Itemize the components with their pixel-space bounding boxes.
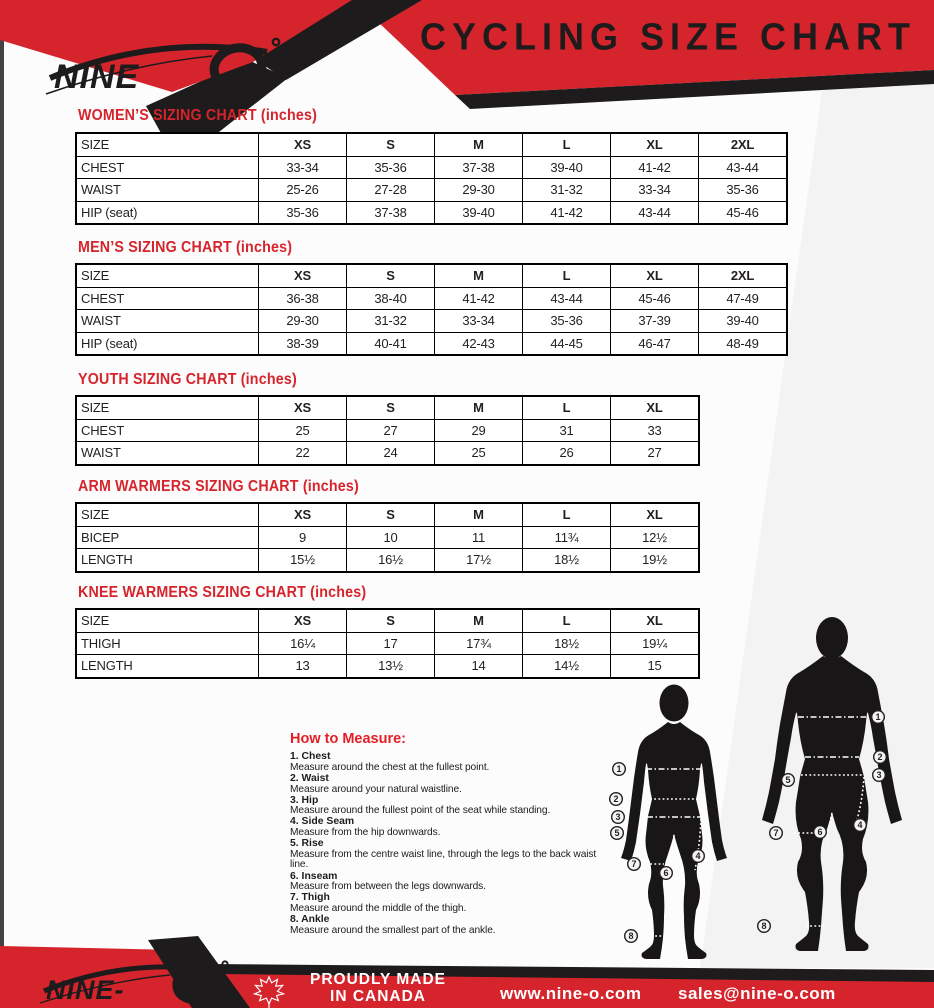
value-cell: 11¾: [523, 526, 611, 549]
value-cell: 43-44: [611, 201, 699, 224]
logo-wordmark: NINE: [54, 58, 140, 96]
size-column-cell: S: [347, 396, 435, 419]
sizing-table: [75, 132, 788, 225]
measure-callout-7: [628, 858, 641, 871]
value-cell: 16¼: [259, 632, 347, 655]
value-cell: 13½: [347, 655, 435, 678]
measure-label-cell: CHEST: [76, 287, 259, 310]
size-column-cell: XL: [611, 396, 700, 419]
value-cell: 31-32: [347, 310, 435, 333]
svg-text:1: 1: [616, 764, 622, 775]
measure-callout-1: [613, 763, 626, 776]
size-column-cell: XS: [259, 396, 347, 419]
value-cell: 44-45: [523, 332, 611, 355]
measure-callout-3: [873, 769, 886, 782]
value-cell: 48-49: [699, 332, 788, 355]
value-cell: 33-34: [435, 310, 523, 333]
measure-label-cell: CHEST: [76, 419, 259, 442]
value-cell: 17: [347, 632, 435, 655]
value-cell: 39-40: [435, 201, 523, 224]
footer-nineo-logo: [38, 957, 238, 1007]
size-column-cell: XS: [259, 609, 347, 632]
measure-step: [290, 893, 600, 914]
size-header-cell: SIZE: [76, 609, 259, 632]
size-column-cell: M: [435, 264, 523, 287]
size-column-cell: XS: [259, 503, 347, 526]
measure-step-name: 4. Side Seam: [290, 816, 355, 828]
svg-text:5: 5: [785, 775, 791, 786]
measure-step-name: 8. Ankle: [290, 914, 330, 926]
sizing-table: [75, 608, 700, 679]
value-cell: 29: [435, 419, 523, 442]
measure-label-cell: WAIST: [76, 310, 259, 333]
value-cell: 13: [259, 655, 347, 678]
footer-logo-wordmark: NINE-: [46, 975, 125, 1005]
value-cell: 25-26: [259, 179, 347, 202]
value-cell: 29-30: [435, 179, 523, 202]
mens-sizing-table: [75, 263, 788, 356]
youth-figure-head: [660, 685, 689, 722]
size-column-cell: S: [347, 264, 435, 287]
measure-label-cell: LENGTH: [76, 549, 259, 572]
knee-warmers-sizing-table: [75, 608, 700, 679]
measure-step: [290, 915, 600, 936]
measure-step-description: Measure around the fullest point of the seat while standing.: [290, 805, 551, 817]
youth-figure-illustration: [594, 682, 744, 962]
value-cell: 9: [259, 526, 347, 549]
size-column-cell: 2XL: [699, 264, 788, 287]
value-cell: 36-38: [259, 287, 347, 310]
size-column-cell: XS: [259, 133, 347, 156]
nineo-logo: [42, 30, 302, 105]
measure-callout-8: [625, 930, 638, 943]
value-cell: 41-42: [435, 287, 523, 310]
footer-logo-degree-mark: [222, 961, 227, 966]
measure-label-cell: HIP (seat): [76, 332, 259, 355]
mens-chart-title: MEN’S SIZING CHART (inches): [78, 239, 293, 256]
measure-callout-1: [872, 711, 885, 724]
value-cell: 15½: [259, 549, 347, 572]
value-cell: 41-42: [611, 156, 699, 179]
value-cell: 18½: [523, 632, 611, 655]
size-column-cell: XL: [611, 264, 699, 287]
measure-step-name: 5. Rise: [290, 838, 324, 850]
svg-text:8: 8: [628, 931, 634, 942]
value-cell: 37-38: [435, 156, 523, 179]
value-cell: 29-30: [259, 310, 347, 333]
svg-text:3: 3: [615, 812, 621, 823]
measure-label-cell: WAIST: [76, 442, 259, 465]
adult-figure-illustration: [750, 614, 908, 964]
measure-step: [290, 752, 600, 773]
youth-chart-title: YOUTH SIZING CHART (inches): [78, 371, 297, 388]
measure-callout-6: [814, 826, 827, 839]
sizing-table: [75, 263, 788, 356]
size-column-cell: M: [435, 133, 523, 156]
size-column-cell: L: [523, 264, 611, 287]
made-in-canada-label: [292, 971, 464, 1005]
measure-label-cell: WAIST: [76, 179, 259, 202]
logo-degree-mark: [273, 39, 279, 45]
footer-logo-o: [173, 964, 217, 1003]
value-cell: 37-39: [611, 310, 699, 333]
svg-text:4: 4: [857, 820, 863, 831]
svg-text:2: 2: [877, 752, 883, 763]
value-cell: 25: [259, 419, 347, 442]
measure-step-name: 3. Hip: [290, 794, 319, 806]
value-cell: 26: [523, 442, 611, 465]
arm-warmers-sizing-table: [75, 502, 700, 573]
measure-callout-4: [854, 819, 867, 832]
womens-chart-title: WOMEN’S SIZING CHART (inches): [78, 107, 318, 124]
size-column-cell: XS: [259, 264, 347, 287]
measure-callout-7: [770, 827, 783, 840]
size-column-cell: XL: [611, 609, 700, 632]
value-cell: 18½: [523, 549, 611, 572]
size-header-cell: SIZE: [76, 503, 259, 526]
svg-text:5: 5: [614, 828, 620, 839]
value-cell: 35-36: [347, 156, 435, 179]
measure-step-name: 7. Thigh: [290, 892, 330, 904]
svg-text:3: 3: [876, 770, 882, 781]
value-cell: 45-46: [699, 201, 788, 224]
size-column-cell: XL: [611, 503, 700, 526]
value-cell: 22: [259, 442, 347, 465]
value-cell: 10: [347, 526, 435, 549]
value-cell: 35-36: [699, 179, 788, 202]
svg-text:7: 7: [631, 859, 637, 870]
value-cell: 47-49: [699, 287, 788, 310]
size-column-cell: 2XL: [699, 133, 788, 156]
email-link[interactable]: sales@nine-o.com: [678, 984, 836, 1003]
value-cell: 19½: [611, 549, 700, 572]
value-cell: 16½: [347, 549, 435, 572]
svg-text:6: 6: [817, 827, 823, 838]
svg-text:4: 4: [695, 851, 701, 862]
maple-leaf-icon: [250, 976, 288, 1008]
value-cell: 17¾: [435, 632, 523, 655]
size-column-cell: M: [435, 503, 523, 526]
size-column-cell: L: [523, 133, 611, 156]
value-cell: 39-40: [523, 156, 611, 179]
measure-callout-6: [660, 867, 673, 880]
size-column-cell: M: [435, 609, 523, 632]
measure-step-name: 2. Waist: [290, 772, 329, 784]
value-cell: 42-43: [435, 332, 523, 355]
measure-label-cell: CHEST: [76, 156, 259, 179]
measure-step-description: Measure from the hip downwards.: [290, 827, 441, 839]
measure-label-cell: LENGTH: [76, 655, 259, 678]
value-cell: 27: [611, 442, 700, 465]
measure-callout-2: [874, 751, 887, 764]
youth-sizing-table: [75, 395, 700, 466]
measure-step-description: Measure around the middle of the thigh.: [290, 903, 467, 915]
value-cell: 19¼: [611, 632, 700, 655]
size-header-cell: SIZE: [76, 396, 259, 419]
value-cell: 40-41: [347, 332, 435, 355]
measure-step: [290, 872, 600, 893]
measure-step: [290, 774, 600, 795]
value-cell: 27: [347, 419, 435, 442]
value-cell: 43-44: [523, 287, 611, 310]
measure-callout-5: [782, 774, 795, 787]
measure-step-name: 1. Chest: [290, 751, 331, 762]
value-cell: 39-40: [699, 310, 788, 333]
how-to-measure-section: [290, 731, 600, 937]
value-cell: 35-36: [523, 310, 611, 333]
value-cell: 33-34: [259, 156, 347, 179]
value-cell: 38-40: [347, 287, 435, 310]
adult-figure-head: [816, 617, 848, 659]
size-header-cell: SIZE: [76, 133, 259, 156]
knee-warmers-chart-title: KNEE WARMERS SIZING CHART (inches): [78, 584, 367, 601]
measure-step-description: Measure from the centre waist line, through the legs to the back waist line.: [290, 848, 597, 871]
measure-callout-4: [692, 850, 705, 863]
value-cell: 27-28: [347, 179, 435, 202]
measure-callout-5: [611, 827, 624, 840]
logo-o: [210, 43, 265, 92]
measure-step-description: Measure around your natural waistline.: [290, 783, 462, 795]
value-cell: 31-32: [523, 179, 611, 202]
value-cell: 41-42: [523, 201, 611, 224]
value-cell: 24: [347, 442, 435, 465]
value-cell: 25: [435, 442, 523, 465]
measure-callout-3: [612, 811, 625, 824]
value-cell: 11: [435, 526, 523, 549]
sizing-table: [75, 502, 700, 573]
value-cell: 43-44: [699, 156, 788, 179]
value-cell: 46-47: [611, 332, 699, 355]
svg-text:6: 6: [663, 868, 669, 879]
size-column-cell: M: [435, 396, 523, 419]
arm-warmers-chart-title: ARM WARMERS SIZING CHART (inches): [78, 478, 359, 495]
measure-step: [290, 839, 600, 871]
size-column-cell: L: [523, 396, 611, 419]
svg-text:2: 2: [613, 794, 619, 805]
value-cell: 15: [611, 655, 700, 678]
measure-step-name: 6. Inseam: [290, 870, 338, 882]
measure-callout-2: [610, 793, 623, 806]
measure-step: [290, 796, 600, 817]
measure-step-description: Measure around the smallest part of the ankle.: [290, 924, 496, 936]
value-cell: 12½: [611, 526, 700, 549]
size-column-cell: S: [347, 133, 435, 156]
measure-step-description: Measure from between the legs downwards.: [290, 881, 486, 893]
size-column-cell: S: [347, 609, 435, 632]
how-to-measure-title: How to Measure:: [290, 731, 407, 747]
made-line-1: PROUDLY MADE: [309, 971, 447, 988]
measure-callout-8: [758, 920, 771, 933]
svg-text:7: 7: [773, 828, 779, 839]
value-cell: 37-38: [347, 201, 435, 224]
measure-label-cell: HIP (seat): [76, 201, 259, 224]
value-cell: 38-39: [259, 332, 347, 355]
svg-text:8: 8: [761, 921, 767, 932]
size-header-cell: SIZE: [76, 264, 259, 287]
value-cell: 45-46: [611, 287, 699, 310]
size-column-cell: L: [523, 503, 611, 526]
womens-sizing-table: [75, 132, 788, 225]
value-cell: 31: [523, 419, 611, 442]
measure-step-description: Measure around the chest at the fullest point.: [290, 761, 490, 773]
value-cell: 14½: [523, 655, 611, 678]
made-line-2: IN CANADA: [330, 988, 426, 1005]
measure-label-cell: BICEP: [76, 526, 259, 549]
value-cell: 17½: [435, 549, 523, 572]
size-column-cell: XL: [611, 133, 699, 156]
value-cell: 33-34: [611, 179, 699, 202]
size-column-cell: L: [523, 609, 611, 632]
svg-text:1: 1: [875, 712, 881, 723]
website-link[interactable]: www.nine-o.com: [500, 984, 642, 1003]
size-column-cell: S: [347, 503, 435, 526]
value-cell: 35-36: [259, 201, 347, 224]
sizing-table: [75, 395, 700, 466]
page-left-edge: [0, 0, 4, 1008]
how-to-measure-steps: [290, 752, 600, 936]
value-cell: 33: [611, 419, 700, 442]
value-cell: 14: [435, 655, 523, 678]
page-title: CYCLING SIZE CHART: [419, 14, 916, 58]
measure-step: [290, 817, 600, 838]
adult-figure-body: [762, 656, 902, 951]
measure-label-cell: THIGH: [76, 632, 259, 655]
